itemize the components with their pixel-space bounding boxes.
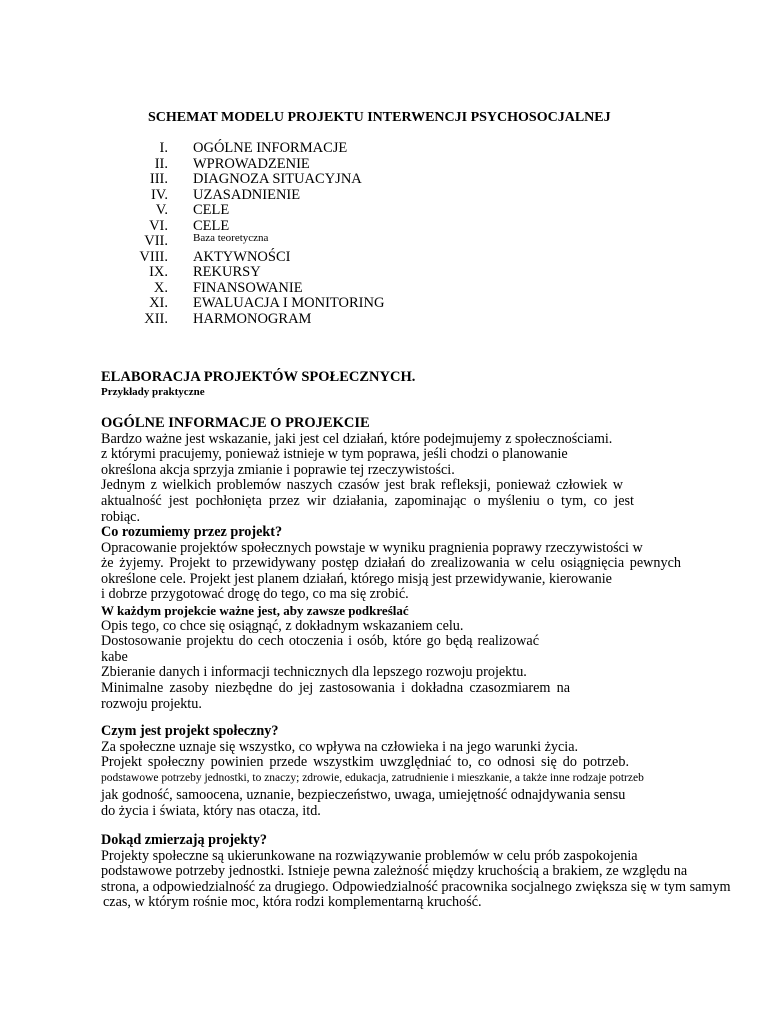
toc-item-label: CELE <box>193 202 230 218</box>
paragraph-line: kabe <box>101 648 128 665</box>
toc-item-label: REKURSY <box>193 264 261 280</box>
toc-item-number: III. <box>149 171 168 187</box>
paragraph-line: Projekty społeczne są ukierunkowane na rozwiązywanie problemów w celu prób zaspokojenia <box>101 847 638 864</box>
paragraph-line: jak godność, samoocena, uznanie, bezpieczeństwo, uwaga, umiejętność odnajdywania sensu <box>101 787 626 804</box>
paragraph-line: że żyjemy. Projekt to przewidywany postęp działań do zrealizowania w celu osiągnięcia pewnych <box>101 555 681 572</box>
toc-item-label: OGÓLNE INFORMACJE <box>193 140 348 156</box>
paragraph-line: Minimalne zasoby niezbędne do jej zastosowania i dokładna czasozmiarem na <box>101 679 570 696</box>
paragraph-line: podstawowe potrzeby jednostki. Istnieje pewna zależność między kruchością a brakiem, ze względu na <box>101 863 688 880</box>
toc-item-label: CELE <box>193 217 230 234</box>
toc-item-label: FINANSOWANIE <box>193 279 303 296</box>
toc-item-number: IV. <box>150 186 168 203</box>
toc-item-label: UZASADNIENIE <box>193 186 301 203</box>
paragraph-line: Jednym z wielkich problemów naszych czasów jest brak refleksji, ponieważ człowiek w <box>101 477 623 494</box>
paragraph-line: i dobrze przygotować drogę do tego, co ma się zrobić. <box>101 586 409 603</box>
toc-item-number: VI. <box>149 217 168 234</box>
paragraph-line: do życia i świata, który nas otacza, itd. <box>101 802 321 819</box>
section-heading: Co rozumiemy przez projekt? <box>101 524 283 540</box>
paragraph-line: Opracowanie projektów społecznych powstaje w wyniku pragnienia poprawy rzeczywistości w <box>101 539 643 556</box>
toc-item-label: AKTYWNOŚCI <box>193 248 291 265</box>
toc-item-number: VII. <box>144 233 168 249</box>
paragraph-line: aktualność jest pochłonięta przez wir działania, zapominając o myśleniu o tym, co jest <box>101 492 634 509</box>
section-heading: Dokąd zmierzają projekty? <box>101 832 268 848</box>
page-title: SCHEMAT MODELU PROJEKTU INTERWENCJI PSYCHOSOCJALNEJ <box>148 110 611 125</box>
emphasis-line: W każdym projekcie ważne jest, aby zawsze podkreślać <box>101 602 409 618</box>
paragraph-line: podstawowe potrzeby jednostki, to znaczy; zdrowie, edukacja, zatrudnienie i mieszkanie, a także inne rodzaje potrzeb <box>101 771 644 784</box>
toc-item-number: IX. <box>149 264 168 280</box>
toc-item-label: WPROWADZENIE <box>193 155 310 172</box>
section-where-projects-go <box>101 833 741 911</box>
toc-item-label: DIAGNOZA SITUACYJNA <box>193 171 362 187</box>
toc-item-number: X. <box>153 279 168 296</box>
paragraph-line: Projekt społeczny powinien przede wszystkim uwzględniać to, co odnosi się do potrzeb. <box>101 754 629 771</box>
paragraph-line: określone cele. Projekt jest planem działań, którego misją jest przewidywanie, kierowanie <box>101 570 612 587</box>
paragraph-line: Dostosowanie projektu do cech otoczenia i osób, które go będą realizować <box>101 633 539 650</box>
toc-item-number: V. <box>155 202 168 218</box>
section-heading: OGÓLNE INFORMACJE O PROJEKCIE <box>101 415 370 431</box>
section-what-is-project <box>101 525 741 712</box>
paragraph-line: Za społeczne uznaje się wszystko, co wpływa na człowieka i na jego warunki życia. <box>101 738 579 755</box>
toc-item-number: II. <box>154 155 168 172</box>
elaboration-heading: ELABORACJA PROJEKTÓW SPOŁECZNYCH. <box>101 369 416 385</box>
toc-item-label: Baza teoretyczna <box>193 232 269 244</box>
toc-item-number: VIII. <box>139 248 168 265</box>
section-heading: Czym jest projekt społeczny? <box>101 723 279 739</box>
toc-item-number: I. <box>159 140 168 156</box>
paragraph-line: Opis tego, co chce się osiągnąć, z dokładnym wskazaniem celu. <box>101 617 464 634</box>
elaboration-subheading: Przykłady praktyczne <box>101 385 205 398</box>
toc-item-label: EWALUACJA I MONITORING <box>193 295 385 311</box>
toc-item-label: HARMONOGRAM <box>193 310 312 327</box>
paragraph-line: określona akcja sprzyja zmianie i poprawie tej rzeczywistości. <box>101 461 455 478</box>
paragraph-line: robiąc. <box>101 508 140 525</box>
section-social-project <box>101 724 741 820</box>
paragraph-line: Bardzo ważne jest wskazanie, jaki jest cel działań, które podejmujemy z społecznościami. <box>101 430 613 447</box>
paragraph-line: Zbieranie danych i informacji technicznych dla lepszego rozwoju projektu. <box>101 664 527 681</box>
section-general-info <box>101 416 741 525</box>
elaboration-heading-block <box>101 370 741 399</box>
paragraph-line: rozwoju projektu. <box>101 695 202 712</box>
toc-item-number: XII. <box>144 310 168 327</box>
paragraph-line: czas, w którym rośnie moc, która rodzi komplementarną kruchość. <box>103 894 482 911</box>
toc-item-number: XI. <box>149 295 168 311</box>
paragraph-line: z którymi pracujemy, ponieważ istnieje w tym poprawa, jeśli chodzi o planowanie <box>101 446 568 463</box>
paragraph-line: strona, a odpowiedzialność za drugiego. Odpowiedzialność pracownika socjalnego zwiększa się w tym samym <box>101 878 731 895</box>
